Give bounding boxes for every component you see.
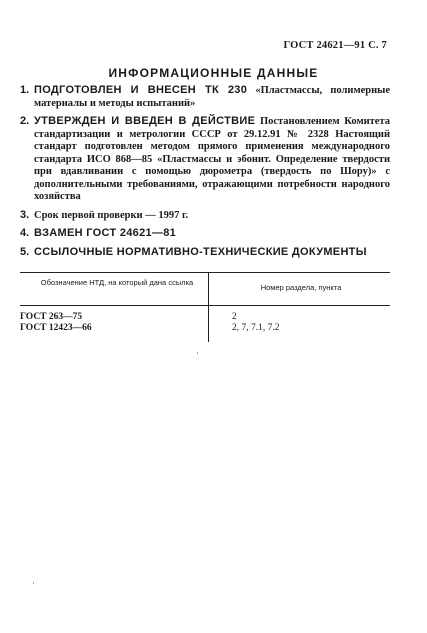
table-header-rule — [20, 305, 390, 306]
table-top-rule — [20, 272, 390, 273]
table-row — [20, 323, 390, 334]
table-header-document: Обозначение НТД, на который дана ссылка — [40, 278, 194, 287]
section-heading: ССЫЛОЧНЫЕ НОРМАТИВНО-ТЕХНИЧЕСКИЕ ДОКУМЕНТЫ — [34, 245, 367, 258]
table-header-section: Номер раздела, пункта — [260, 283, 342, 292]
table-cell-section: 2 — [232, 312, 237, 322]
standard-code-header: ГОСТ 24621—91 С. 7 — [283, 40, 387, 51]
section-text: Постановлением Комитета стандартизации и метрологии СССР от 29.12.91 № 2328 Настоящий стандарт подготовлен методом прямого применения международного стандарта ИСО 868—85 «Пластмассы и эбонит. Определение твердости при вдавливании с помощью дюрометра (твердость по Шору)» с дополнительными требованиями, отражающими потребности народного хозяйства — [34, 116, 391, 202]
section-number: 3. — [20, 208, 30, 221]
section-text: Срок первой проверки — 1997 г. — [34, 209, 189, 221]
section-number: 5. — [20, 245, 30, 258]
table-cell-document: ГОСТ 263—75 — [20, 312, 83, 322]
section-heading: ПОДГОТОВЛЕН И ВНЕСЕН ТК 230 — [34, 84, 248, 96]
section-1 — [20, 84, 390, 110]
page-title: ИНФОРМАЦИОННЫЕ ДАННЫЕ — [108, 66, 319, 80]
section-number: 4. — [20, 227, 30, 239]
table-row — [20, 312, 390, 323]
scan-mark: · — [196, 348, 199, 358]
section-5 — [20, 246, 390, 260]
section-text: «Пластмассы, полимерные материалы и методы испытаний» — [34, 85, 391, 109]
info-sections — [20, 84, 390, 264]
table-body — [20, 312, 390, 334]
table-cell-document: ГОСТ 12423—66 — [20, 323, 92, 333]
section-3 — [20, 209, 390, 223]
section-heading: ВЗАМЕН ГОСТ 24621—81 — [34, 227, 177, 239]
section-2 — [20, 115, 390, 204]
section-heading: УТВЕРЖДЕН И ВВЕДЕН В ДЕЙСТВИЕ — [34, 115, 256, 127]
section-4 — [20, 227, 390, 241]
scan-mark: · — [32, 578, 35, 588]
table-cell-section: 2, 7, 7.1, 7.2 — [232, 323, 280, 333]
section-number: 1. — [20, 84, 30, 96]
section-number: 2. — [20, 115, 30, 127]
